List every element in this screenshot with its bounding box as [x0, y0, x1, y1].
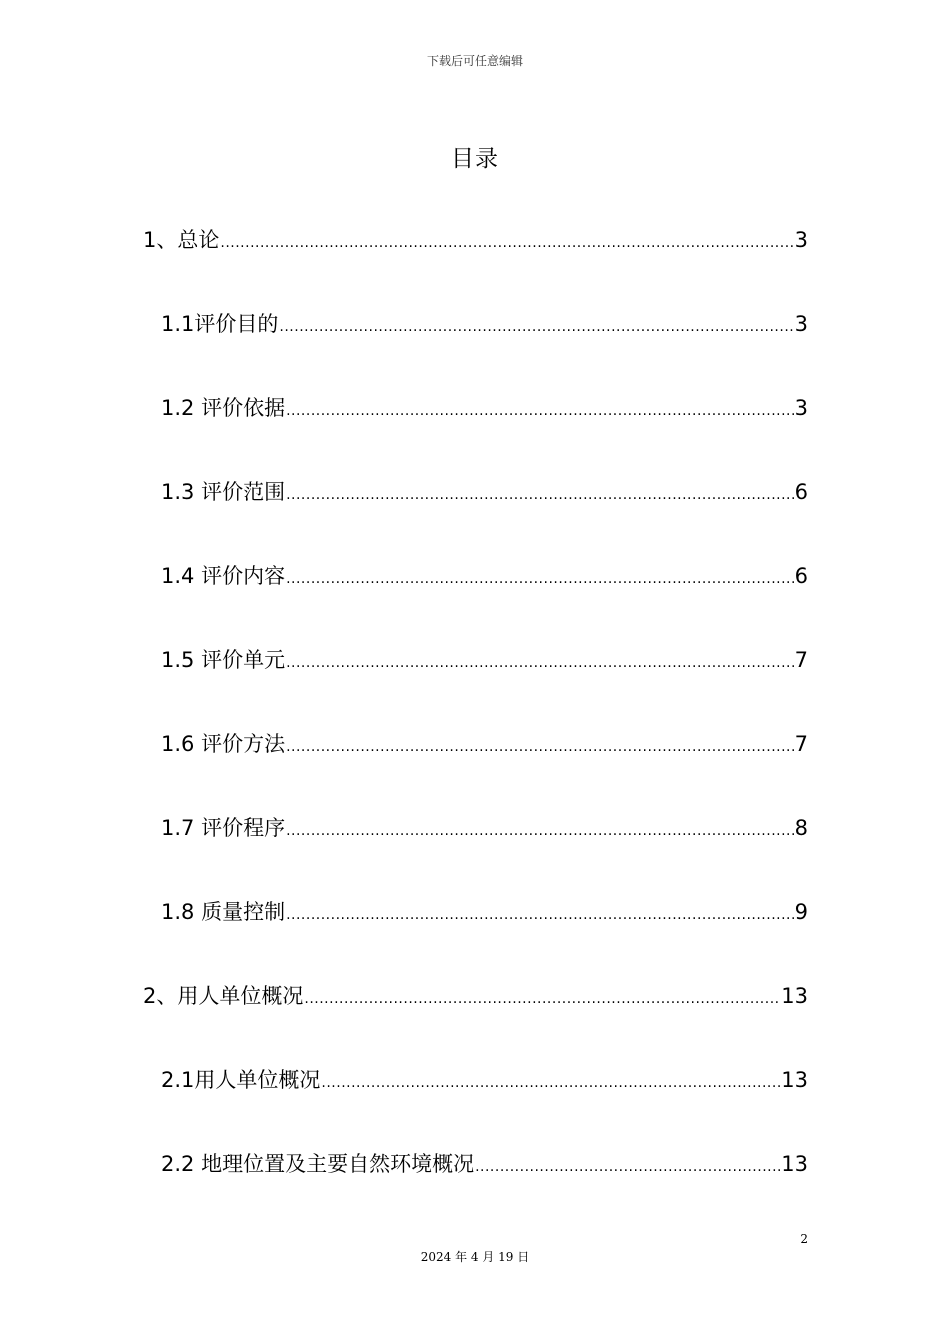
toc-entry-page: 9 [794, 900, 808, 924]
toc-entry-page: 7 [794, 732, 808, 756]
toc-entry-label: 2、用人单位概况 [143, 984, 304, 1008]
toc-entry[interactable] [161, 390, 808, 426]
toc-entry-label: 1.3 评价范围 [161, 480, 286, 504]
toc-entry[interactable] [161, 558, 808, 594]
toc-entry[interactable] [143, 978, 808, 1014]
toc-entry-label: 2.1用人单位概况 [161, 1068, 321, 1092]
toc-entry-label: 1.8 质量控制 [161, 900, 286, 924]
toc-leader-dots [286, 897, 794, 933]
footer-date: 2024 年 4 月 19 日 [420, 1250, 530, 1264]
toc-entry-label: 1.1评价目的 [161, 312, 279, 336]
toc-entry-label: 1.6 评价方法 [161, 732, 286, 756]
toc-entry-page: 3 [794, 396, 808, 420]
toc-leader-dots [286, 729, 794, 765]
toc-entry[interactable] [161, 894, 808, 930]
toc-leader-dots [279, 309, 793, 345]
toc-entry-label: 1.5 评价单元 [161, 648, 286, 672]
toc-entry-label: 1、总论 [143, 228, 220, 252]
toc-entry-page: 3 [794, 312, 808, 336]
header-note: 下载后可任意编辑 [426, 54, 523, 68]
toc-entry-page: 8 [794, 816, 808, 840]
toc-entry-label: 1.7 评价程序 [161, 816, 286, 840]
toc-entry[interactable] [161, 1146, 808, 1182]
toc-entry-page: 6 [794, 480, 808, 504]
toc-entry[interactable] [161, 474, 808, 510]
toc-title: 目录 [451, 146, 499, 172]
toc-entry[interactable] [161, 726, 808, 762]
toc-leader-dots [286, 645, 794, 681]
page-number: 2 [800, 1232, 808, 1246]
toc-leader-dots [286, 477, 794, 513]
toc-leader-dots [321, 1065, 780, 1101]
toc-entry-page: 7 [794, 648, 808, 672]
toc-entry[interactable] [161, 306, 808, 342]
toc-entry-page: 13 [781, 984, 808, 1008]
toc-leader-dots [286, 561, 794, 597]
toc-entry-page: 13 [781, 1068, 808, 1092]
toc-entry-page: 13 [781, 1152, 808, 1176]
toc-leader-dots [286, 813, 794, 849]
toc-leader-dots [220, 225, 793, 261]
toc-entry-label: 2.2 地理位置及主要自然环境概况 [161, 1152, 475, 1176]
toc-entry[interactable] [161, 642, 808, 678]
toc-entry-label: 1.4 评价内容 [161, 564, 286, 588]
toc-leader-dots [304, 981, 780, 1017]
toc-entry[interactable] [143, 222, 808, 258]
toc-entry-label: 1.2 评价依据 [161, 396, 286, 420]
toc-entry[interactable] [161, 810, 808, 846]
toc-leader-dots [475, 1149, 780, 1185]
toc-leader-dots [286, 393, 794, 429]
toc-entry-page: 6 [794, 564, 808, 588]
toc-entry[interactable] [161, 1062, 808, 1098]
toc-entry-page: 3 [794, 228, 808, 252]
